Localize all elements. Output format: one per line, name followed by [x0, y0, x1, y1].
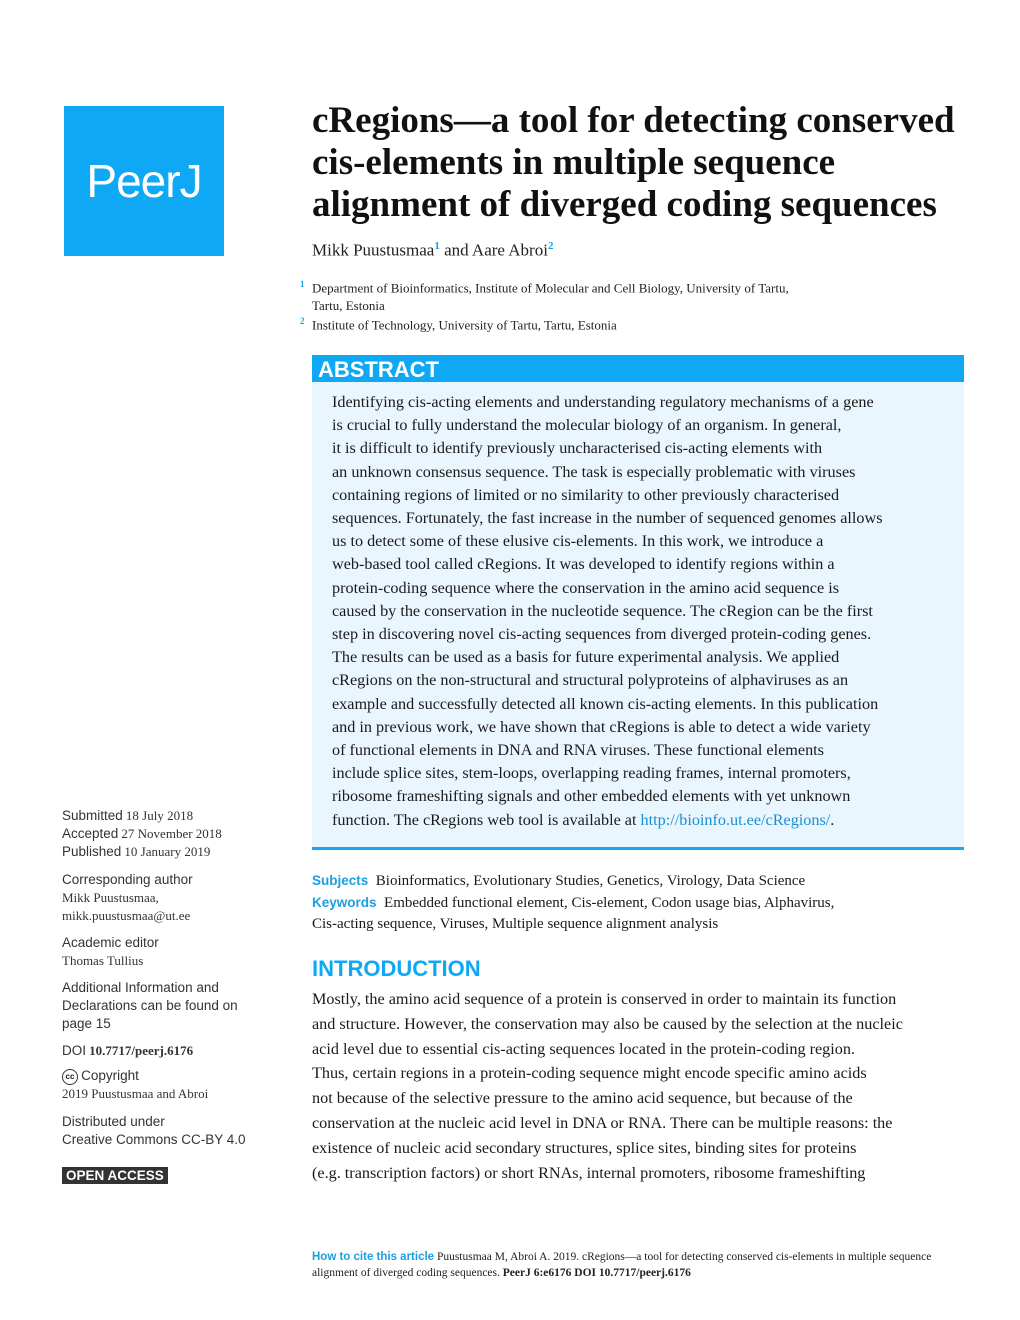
abstract-line: sequences. Fortunately, the fast increase in the number of sequenced genomes allows [332, 509, 883, 528]
accepted-date: 27 November 2018 [121, 826, 222, 841]
cite-text-cont: alignment of diverged coding sequences. [312, 1267, 503, 1279]
corresponding-author [62, 871, 292, 925]
published-date: 10 January 2019 [124, 844, 211, 859]
abstract-line: caused by the conservation in the nucleotide sequence. The cRegion can be the first [332, 601, 873, 620]
abstract-text [312, 382, 964, 832]
logo-text: PeerJ [86, 155, 202, 207]
additional-info-line: page 15 [62, 1016, 111, 1031]
abstract-line: ribosome frameshifting signals and other embedded elements with yet unknown [332, 787, 851, 806]
doi-label: DOI [62, 1043, 87, 1058]
abstract-last-line [332, 809, 950, 832]
abstract-line: it is difficult to identify previously uncharacterised cis-acting elements with [332, 439, 823, 458]
creative-commons-icon: cc [62, 1069, 78, 1085]
affiliation-text-cont: Tartu, Estonia [312, 298, 385, 314]
submitted-date: 18 July 2018 [125, 808, 194, 823]
copyright [62, 1067, 292, 1103]
intro-line: and structure. However, the conservation may also be caused by the selection at the nucleic [312, 1014, 903, 1033]
affiliation-1 [300, 275, 789, 315]
author-list [312, 240, 553, 261]
published-label: Published [62, 844, 122, 859]
cite-text: Puustusmaa M, Abroi A. 2019. cRegions—a tool for detecting conserved cis-elements in multiple sequence [436, 1251, 932, 1263]
distributed-label: Distributed under [62, 1114, 165, 1129]
corresponding-email[interactable]: mikk.puustusmaa@ut.ee [62, 908, 191, 923]
peerj-logo [64, 106, 224, 256]
abstract-line: and in previous work, we have shown that cRegions is able to detect a wide variety [332, 717, 871, 736]
article-title: cRegions—a tool for detecting conserved cis-elements in multiple sequence alignment of diverged coding sequences [312, 100, 955, 225]
subjects-value: Bioinformatics, Evolutionary Studies, Genetics, Virology, Data Science [375, 873, 806, 889]
abstract-line: Identifying cis-acting elements and understanding regulatory mechanisms of a gene [332, 393, 874, 411]
corresponding-label: Corresponding author [62, 872, 193, 887]
intro-line: (e.g. transcription factors) or short RNAs, internal promoters, ribosome frameshifting [312, 1163, 866, 1182]
academic-editor [62, 934, 292, 970]
affiliation-marker: 1 [434, 240, 440, 252]
license-name[interactable]: Creative Commons CC-BY 4.0 [62, 1132, 246, 1147]
keywords-label: Keywords [312, 895, 377, 910]
intro-line: Mostly, the amino acid sequence of a protein is conserved in order to maintain its function [312, 990, 897, 1008]
additional-info-line: Additional Information and [62, 980, 219, 995]
license [62, 1113, 292, 1149]
editor-label: Academic editor [62, 935, 159, 950]
abstract-line: include splice sites, stem-loops, overlapping reading frames, internal promoters, [332, 764, 851, 783]
subjects-keywords [312, 870, 972, 935]
copyright-holder: 2019 Puustusmaa and Abroi [62, 1086, 209, 1102]
doi [62, 1042, 292, 1060]
abstract-line: an unknown consensus sequence. The task is especially problematic with viruses [332, 462, 856, 481]
abstract-heading: ABSTRACT [312, 355, 964, 382]
abstract-line: protein-coding sequence where the conservation in the amino acid sequence is [332, 578, 840, 597]
author-name[interactable]: Aare Abroi [471, 240, 548, 260]
keywords-value: Embedded functional element, Cis-element, Codon usage bias, Alphavirus, [384, 895, 835, 911]
author-name[interactable]: Mikk Puustusmaa [312, 240, 435, 260]
publication-dates [62, 807, 292, 861]
keywords-value-cont: Cis-acting sequence, Viruses, Multiple sequence alignment analysis [312, 916, 719, 932]
affiliation-number: 2 [300, 316, 305, 326]
abstract-box [312, 355, 964, 850]
corresponding-name: Mikk Puustusmaa, [62, 890, 159, 905]
introduction-text [312, 987, 972, 1185]
abstract-line: step in discovering novel cis-acting sequences from diverged protein-coding genes. [332, 625, 872, 644]
open-access-badge-wrap [62, 1167, 292, 1185]
abstract-line: of functional elements in DNA and RNA viruses. These functional elements [332, 741, 824, 760]
abstract-line-end: . [830, 810, 835, 829]
abstract-line: The results can be used as a basis for future experimental analysis. We applied [332, 648, 840, 667]
abstract-line-text: function. The cRegions web tool is available at [332, 810, 641, 829]
abstract-line: us to detect some of these elusive cis-elements. In this work, we introduce a [332, 532, 824, 551]
open-access-badge: OPEN ACCESS [62, 1167, 168, 1184]
intro-line: Thus, certain regions in a protein-coding sequence might encode specific amino acids [312, 1064, 867, 1083]
accepted-label: Accepted [62, 826, 119, 841]
abstract-line: is crucial to fully understand the molecular biology of an organism. In general, [332, 416, 842, 435]
abstract-line: containing regions of limited or no similarity to other previously characterised [332, 485, 840, 504]
affiliation-marker: 2 [547, 240, 554, 252]
abstract-line: cRegions on the non-structural and structural polyproteins of alphaviruses as an [332, 671, 849, 690]
cite-label: How to cite this article [312, 1251, 435, 1263]
cite-journal-ref: PeerJ 6:e6176 DOI 10.7717/peerj.6176 [502, 1267, 691, 1279]
cregions-tool-link[interactable]: http://bioinfo.ut.ee/cRegions/ [640, 810, 831, 829]
introduction-heading: INTRODUCTION [312, 956, 481, 981]
doi-value[interactable]: 10.7717/peerj.6176 [89, 1043, 194, 1058]
affiliation-text: Institute of Technology, University of Tartu, Tartu, Estonia [312, 317, 617, 333]
submitted-label: Submitted [62, 808, 123, 823]
additional-info-line: Declarations can be found on [62, 998, 238, 1013]
how-to-cite [312, 1249, 972, 1281]
affiliation-text: Department of Bioinformatics, Institute of Molecular and Cell Biology, University of Tartu, [312, 280, 789, 296]
subjects-label: Subjects [312, 873, 369, 888]
intro-line: acid level due to essential cis-acting sequences located in the protein-coding region. [312, 1039, 855, 1058]
intro-line: not because of the selective pressure to the amino acid sequence, but because of the [312, 1089, 853, 1108]
editor-name: Thomas Tullius [62, 953, 144, 968]
affiliation-2 [300, 312, 617, 334]
abstract-line: web-based tool called cRegions. It was developed to identify regions within a [332, 555, 835, 574]
intro-line: existence of nucleic acid secondary structures, splice sites, binding sites for proteins [312, 1138, 857, 1157]
additional-info[interactable] [62, 979, 292, 1033]
copyright-label: Copyright [81, 1068, 139, 1083]
author-joiner: and [439, 240, 472, 260]
affiliation-number: 1 [300, 279, 305, 289]
abstract-line: example and successfully detected all known cis-acting elements. In this publication [332, 694, 879, 713]
intro-line: conservation at the nucleic acid level in DNA or RNA. There can be multiple reasons: the [312, 1113, 893, 1132]
